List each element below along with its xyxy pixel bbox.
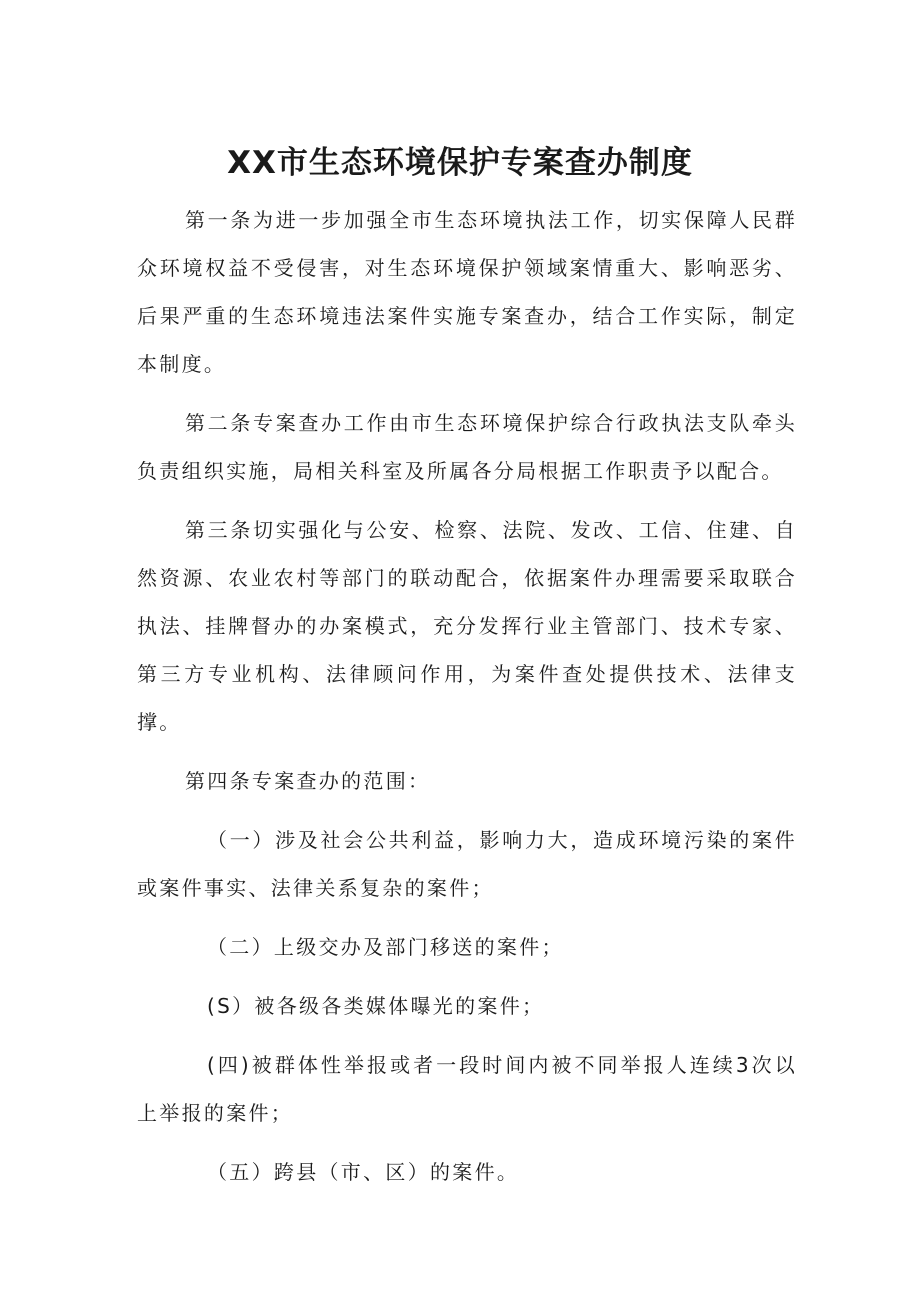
article-4-heading: 第四条专案查办的范围： bbox=[185, 769, 431, 793]
document-title: XX市生态环境保护专案查办制度 bbox=[227, 145, 693, 181]
scope-item-2: （二）上级交办及部门移送的案件； bbox=[207, 935, 564, 959]
article-3-paragraph: 第三条切实强化与公安、检察、法院、发改、工信、住建、自然资源、农业农村等部门的联动配合，依据案件办理需要采取联合执法、挂牌督办的办案模式，充分发挥行业主管部门、技术专家、第三方专业机构、法律顾问作用，为案件查处提供技术、法律支撑。 bbox=[137, 518, 797, 734]
scope-item-5: （五）跨县（市、区）的案件。 bbox=[207, 1160, 520, 1184]
scope-item-4: (四)被群体性举报或者一段时间内被不同举报人连续3次以上举报的案件； bbox=[137, 1053, 797, 1125]
scope-item-3: (S）被各级各类媒体曝光的案件； bbox=[207, 994, 545, 1018]
document-body bbox=[137, 196, 797, 1196]
article-1-paragraph: 第一条为进一步加强全市生态环境执法工作，切实保障人民群众环境权益不受侵害，对生态环境保护领域案情重大、影响恶劣、后果严重的生态环境违法案件实施专案查办，结合工作实际，制定本制度。 bbox=[137, 208, 797, 376]
scope-item-1: （一）涉及社会公共利益，影响力大，造成环境污染的案件或案件事实、法律关系复杂的案件； bbox=[137, 828, 797, 900]
article-2-paragraph: 第二条专案查办工作由市生态环境保护综合行政执法支队牵头负责组织实施，局相关科室及所属各分局根据工作职责予以配合。 bbox=[137, 411, 797, 483]
